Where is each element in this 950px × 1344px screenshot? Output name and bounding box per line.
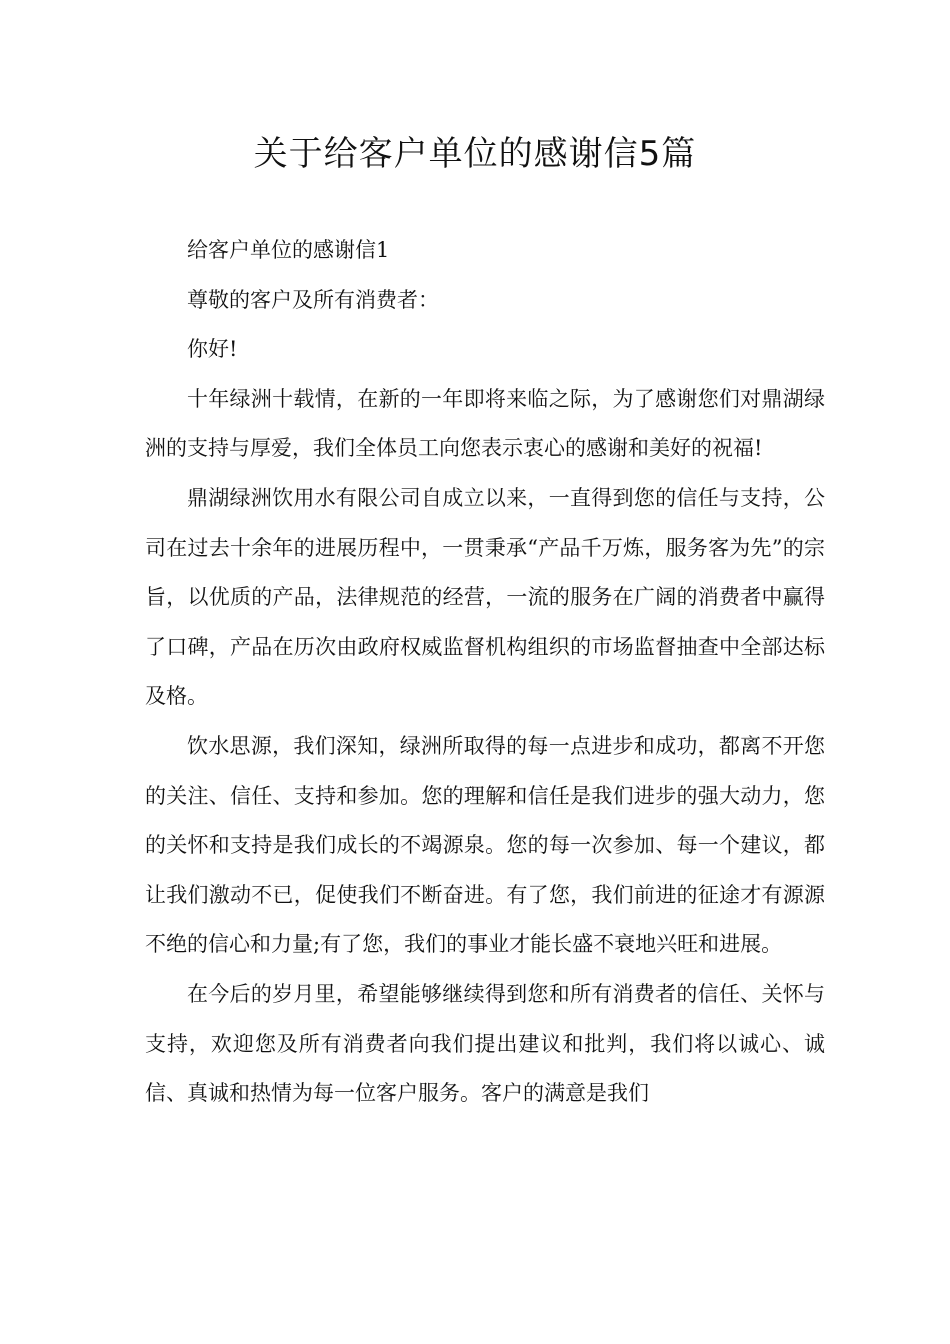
body-paragraph: 在今后的岁月里，希望能够继续得到您和所有消费者的信任、关怀与支持，欢迎您及所有消费者向我们提出建议和批判，我们将以诚心、诚信、真诚和热情为每一位客户服务。客户的满意是我们 xyxy=(145,981,825,1106)
salutation: 尊敬的客户及所有消费者： xyxy=(187,287,439,312)
body-paragraph: 鼎湖绿洲饮用水有限公司自成立以来，一直得到您的信任与支持，公司在过去十余年的进展历程中，一贯秉承“产品千万炼，服务客为先”的宗旨，以优质的产品，法律规范的经营，一流的服务在广阔的消费者中赢得了口碑，产品在历次由政府权威监督机构组织的市场监督抽查中全部达标及格。 xyxy=(145,485,825,709)
letter-heading: 给客户单位的感谢信1 xyxy=(187,238,390,262)
body-paragraph: 十年绿洲十载情，在新的一年即将来临之际，为了感谢您们对鼎湖绿洲的支持与厚爱，我们全体员工向您表示衷心的感谢和美好的祝福! xyxy=(145,386,825,461)
body-paragraph: 饮水思源，我们深知，绿洲所取得的每一点进步和成功，都离不开您的关注、信任、支持和参加。您的理解和信任是我们进步的强大动力，您的关怀和支持是我们成长的不竭源泉。您的每一次参加、每一个建议，都让我们激动不已，促使我们不断奋进。有了您，我们前进的征途才有源源不绝的信心和力量;有了您，我们的事业才能长盛不衰地兴旺和进展。 xyxy=(145,733,825,957)
document-title: 关于给客户单位的感谢信5篇 xyxy=(253,134,697,174)
document-body xyxy=(145,226,825,1119)
greeting: 你好! xyxy=(187,337,238,362)
